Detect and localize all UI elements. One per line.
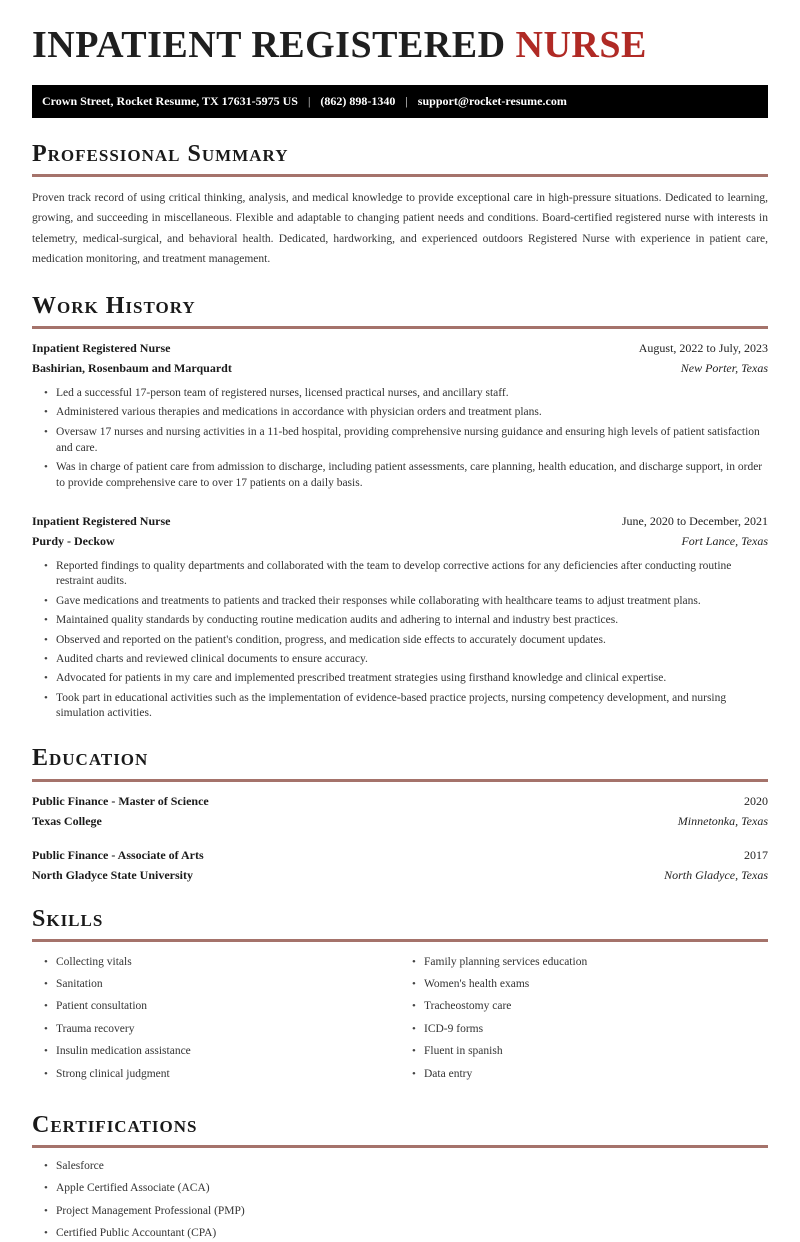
skill-item: • Patient consultation (44, 999, 400, 1015)
job-bullet: • Reported findings to quality departments and collaborated with the team to develop corrective actions for any deficiencies after conducting routine restraint audits. (44, 559, 768, 591)
skill-item: • Trauma recovery (44, 1022, 400, 1038)
section-heading-education: Education (32, 745, 149, 772)
job-entry-2 (32, 514, 768, 723)
skill-item: • Insulin medication assistance (44, 1044, 400, 1060)
summary-paragraph: Proven track record of using critical thinking, analysis, and medical knowledge to provide exceptional care in high-pressure situations. Dedicated to learning, growing, and succeeding in miscellaneous. Flexible and adaptable to changing patient needs and conditions. Board-certified registered nurse with interests in telemetry, medical-surgical, and behavioral health. Dedicated, hardworking, and experienced outdoors Registered Nurse with experience in patient care, medication monitoring, and treatment management. (32, 191, 768, 266)
section-heading-certifications: Certifications (32, 1111, 198, 1138)
education-school-row (32, 814, 768, 829)
education-entry-2 (32, 848, 768, 883)
section-work-history (32, 294, 768, 723)
education-location: Minnetonka, Texas (677, 813, 768, 828)
education-location: North Gladyce, Texas (664, 867, 768, 882)
job-location: New Porter, Texas (680, 360, 768, 375)
job-dates: June, 2020 to December, 2021 (621, 513, 768, 528)
section-professional-summary (32, 142, 768, 270)
contact-divider: | (307, 93, 311, 108)
skill-item: • Strong clinical judgment (44, 1067, 400, 1083)
skill-item: • Collecting vitals (44, 955, 400, 971)
job-title-row (32, 341, 768, 356)
education-school-row (32, 868, 768, 883)
section-rule (32, 779, 768, 782)
contact-email: support@rocket-resume.com (417, 93, 567, 108)
job-company-row (32, 534, 768, 549)
section-skills (32, 907, 768, 1089)
section-heading-summary: Professional Summary (32, 140, 289, 167)
certification-item: • Salesforce (44, 1159, 768, 1175)
section-certifications (32, 1113, 768, 1242)
education-degree-row (32, 848, 768, 863)
job-company: Bashirian, Rosenbaum and Marquardt (32, 360, 232, 375)
skill-item: • Family planning services education (412, 955, 768, 971)
job-bullet: • Oversaw 17 nurses and nursing activities in a 11-bed hospital, providing comprehensive nursing guidance and ensuring high levels of patient satisfaction and care. (44, 425, 768, 457)
certifications-list (32, 1159, 768, 1242)
contact-address: Crown Street, Rocket Resume, TX 17631-5975 US (42, 93, 298, 108)
certification-item: • Project Management Professional (PMP) (44, 1204, 768, 1220)
job-title-row (32, 514, 768, 529)
job-bullet: • Observed and reported on the patient's condition, progress, and medication side effects to accurately document updates. (44, 633, 768, 649)
job-title: Inpatient Registered Nurse (32, 340, 171, 355)
education-degree: Public Finance - Master of Science (32, 793, 209, 808)
job-bullet-list (32, 386, 768, 492)
skill-item: • Women's health exams (412, 977, 768, 993)
job-entry-1 (32, 341, 768, 492)
certification-item: • Certified Public Accountant (CPA) (44, 1226, 768, 1242)
skill-item: • Tracheostomy care (412, 999, 768, 1015)
education-school: Texas College (32, 813, 102, 828)
job-bullet: • Audited charts and reviewed clinical documents to ensure accuracy. (44, 652, 768, 668)
job-company-row (32, 361, 768, 376)
skill-item: • Fluent in spanish (412, 1044, 768, 1060)
contact-phone: (862) 898-1340 (320, 93, 396, 108)
skills-columns (32, 953, 768, 1089)
skills-list-col2 (400, 955, 768, 1089)
job-company: Purdy - Deckow (32, 533, 115, 548)
job-bullet: • Administered various therapies and medications in accordance with physician orders and treatment plans. (44, 405, 768, 421)
job-dates: August, 2022 to July, 2023 (638, 340, 768, 355)
job-location: Fort Lance, Texas (681, 533, 768, 548)
skills-list-col1 (32, 955, 400, 1089)
job-title: Inpatient Registered Nurse (32, 513, 171, 528)
education-year: 2020 (744, 793, 768, 808)
education-entry-1 (32, 794, 768, 829)
skill-item: • Data entry (412, 1067, 768, 1083)
job-bullet: • Gave medications and treatments to patients and tracked their responses while collaborating with healthcare teams to adjust treatment plans. (44, 594, 768, 610)
section-heading-work-history: Work History (32, 292, 196, 319)
contact-bar (32, 85, 768, 118)
skill-item: • Sanitation (44, 977, 400, 993)
section-rule (32, 939, 768, 942)
page-title-accent: NURSE (515, 24, 647, 66)
contact-divider: | (405, 93, 408, 108)
job-bullet: • Maintained quality standards by conducting routine medication audits and adhering to internal and industry best practices. (44, 613, 768, 629)
section-rule (32, 1145, 768, 1148)
page-title-main: INPATIENT REGISTERED (32, 24, 516, 66)
job-bullet: • Was in charge of patient care from admission to discharge, including patient assessments, care planning, health education, and discharge support, in order to provide comprehensive care to over 17 patients on a daily basis. (44, 460, 768, 492)
certification-item: • Apple Certified Associate (ACA) (44, 1181, 768, 1197)
section-heading-skills: Skills (32, 905, 104, 932)
education-year: 2017 (744, 847, 768, 862)
education-degree: Public Finance - Associate of Arts (32, 847, 204, 862)
page-title (32, 24, 768, 68)
skill-item: • ICD-9 forms (412, 1022, 768, 1038)
section-rule (32, 326, 768, 329)
job-bullet-list (32, 559, 768, 723)
job-bullet: • Led a successful 17-person team of registered nurses, licensed practical nurses, and ancillary staff. (44, 386, 768, 402)
section-education (32, 746, 768, 882)
job-bullet: • Took part in educational activities such as the implementation of evidence-based practice projects, nursing competency development, and nursing simulation activities. (44, 691, 768, 723)
education-degree-row (32, 794, 768, 809)
section-rule (32, 174, 768, 177)
education-school: North Gladyce State University (32, 867, 193, 882)
job-bullet: • Advocated for patients in my care and implemented prescribed treatment strategies using firsthand knowledge and clinical expertise. (44, 671, 768, 687)
